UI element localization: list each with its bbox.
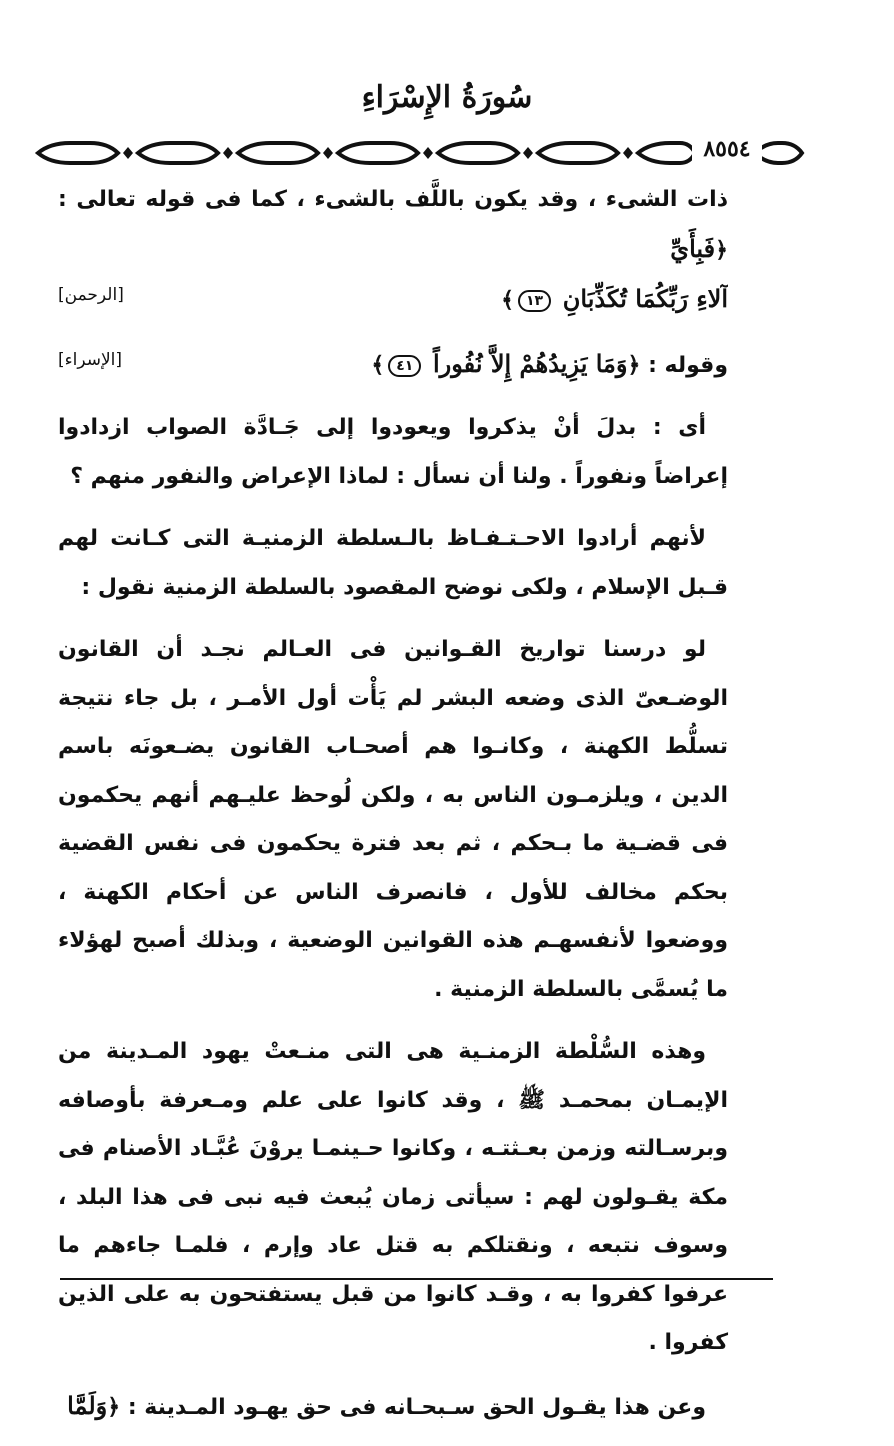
paragraph-2-intro: وقوله : xyxy=(648,352,728,378)
ornate-bracket-close: ﴾ xyxy=(371,351,385,378)
paragraph-5: لو درسنا تواريخ القـوانين فى العـالم نجـد أن القانون الوضـعىّ الذى وضعه البشر لم يَأْت أول الأمـر ، بل جاء نتيجة تسلُّط الكهنة ، وكانـوا هم أصحـاب القانون يضـعونَه باسم الدين ، ويلزمـون الناس به ، ولكن لُوحظ عليـهم أنهم يحكمون فى قضـية ما بـحكم ، ثم بعد فترة يحكمون فى نفس القضية بحكم مخالف للأول ، فانصرف الناس عن أحكام الكهنة ، ووضعوا لأنفسهـم هذه القوانين الوضعية ، وبذلك أصبح لهؤلاء ما يُسمَّى بالسلطة الزمنية . xyxy=(58,637,728,1002)
surah-title: سُورَةُ الإِسْرَاءِ xyxy=(361,80,533,115)
page-number: ٨٥٥٤ xyxy=(692,136,762,162)
quran-verse: وَمَا يَزِيدُهُمْ إِلاَّ نُفُوراً xyxy=(433,348,628,378)
paragraph-1 xyxy=(58,176,728,326)
paragraph-1-text: ذات الشىء ، وقد يكون باللَّف بالشىء ، كما فى قوله تعالى : xyxy=(58,187,728,212)
ayah-number-badge: ١٣ xyxy=(518,290,551,312)
ornate-bracket-open: ﴿ xyxy=(107,1393,121,1420)
quran-verse: وَلَمَّا xyxy=(67,1390,108,1420)
ornate-bracket-close: ﴾ xyxy=(501,287,515,313)
body-text xyxy=(58,176,728,1446)
paragraph-7-text: وعن هذا يقـول الحق سـبحـانه فى حق يهـود المـدينة : xyxy=(127,1394,706,1420)
quran-verse-part2: آلاءِ رَبِّكُمَا تُكَذِّبَانِ xyxy=(562,284,728,313)
quran-verse-part1: فَبِأَيِّ xyxy=(670,233,716,263)
paragraph-4: لأنهم أرادوا الاحـتـفـاظ بالـسلطة الزمنيـة التى كـانت لهم قـبل الإسلام ، ولكى نوضح المقصود بالسلطة الزمنية نقول : xyxy=(58,526,728,600)
surah-reference: [الرحمن] xyxy=(58,285,124,305)
ayah-number-badge: ٤١ xyxy=(388,355,421,377)
paragraph-2 xyxy=(58,340,728,391)
verse-line xyxy=(58,275,728,326)
ornate-bracket-open: ﴿ xyxy=(627,351,641,378)
verse-line xyxy=(58,340,728,391)
surah-reference: [الإسراء] xyxy=(58,349,123,370)
paragraph-7 xyxy=(58,1382,728,1433)
paragraph-3: أى : بدلَ أنْ يذكروا ويعودوا إلى جَـادَّة الصواب ازدادوا إعراضاً ونفوراً . ولنا أن نسأل : لماذا الإعراض والنفور منهم ؟ xyxy=(58,415,728,489)
footer-rule xyxy=(60,1278,773,1280)
ornate-bracket-open: ﴿ xyxy=(715,236,728,263)
paragraph-6: وهذه السُّلْطة الزمنـية هى التى منـعتْ يهود المـدينة من الإيمـان بمحمـد ﷺ ، وقد كانوا على علم ومـعرفة بأوصافه وبرسـالته وزمن بعـثتـه ، وكانوا حـينمـا يروْنَ عُبَّـاد الأصنام فى مكة يقـولون لهم : سيأتى زمان يُبعث فيه نبى فى هذا البلد ، وسوف نتبعه ، ونقتلكم به قتل عاد وإرم ، فلمـا جاءهم ما عرفوا كفروا به ، وقـد كانوا من قبل يستفتحون به على الذين كفروا . xyxy=(58,1039,728,1355)
